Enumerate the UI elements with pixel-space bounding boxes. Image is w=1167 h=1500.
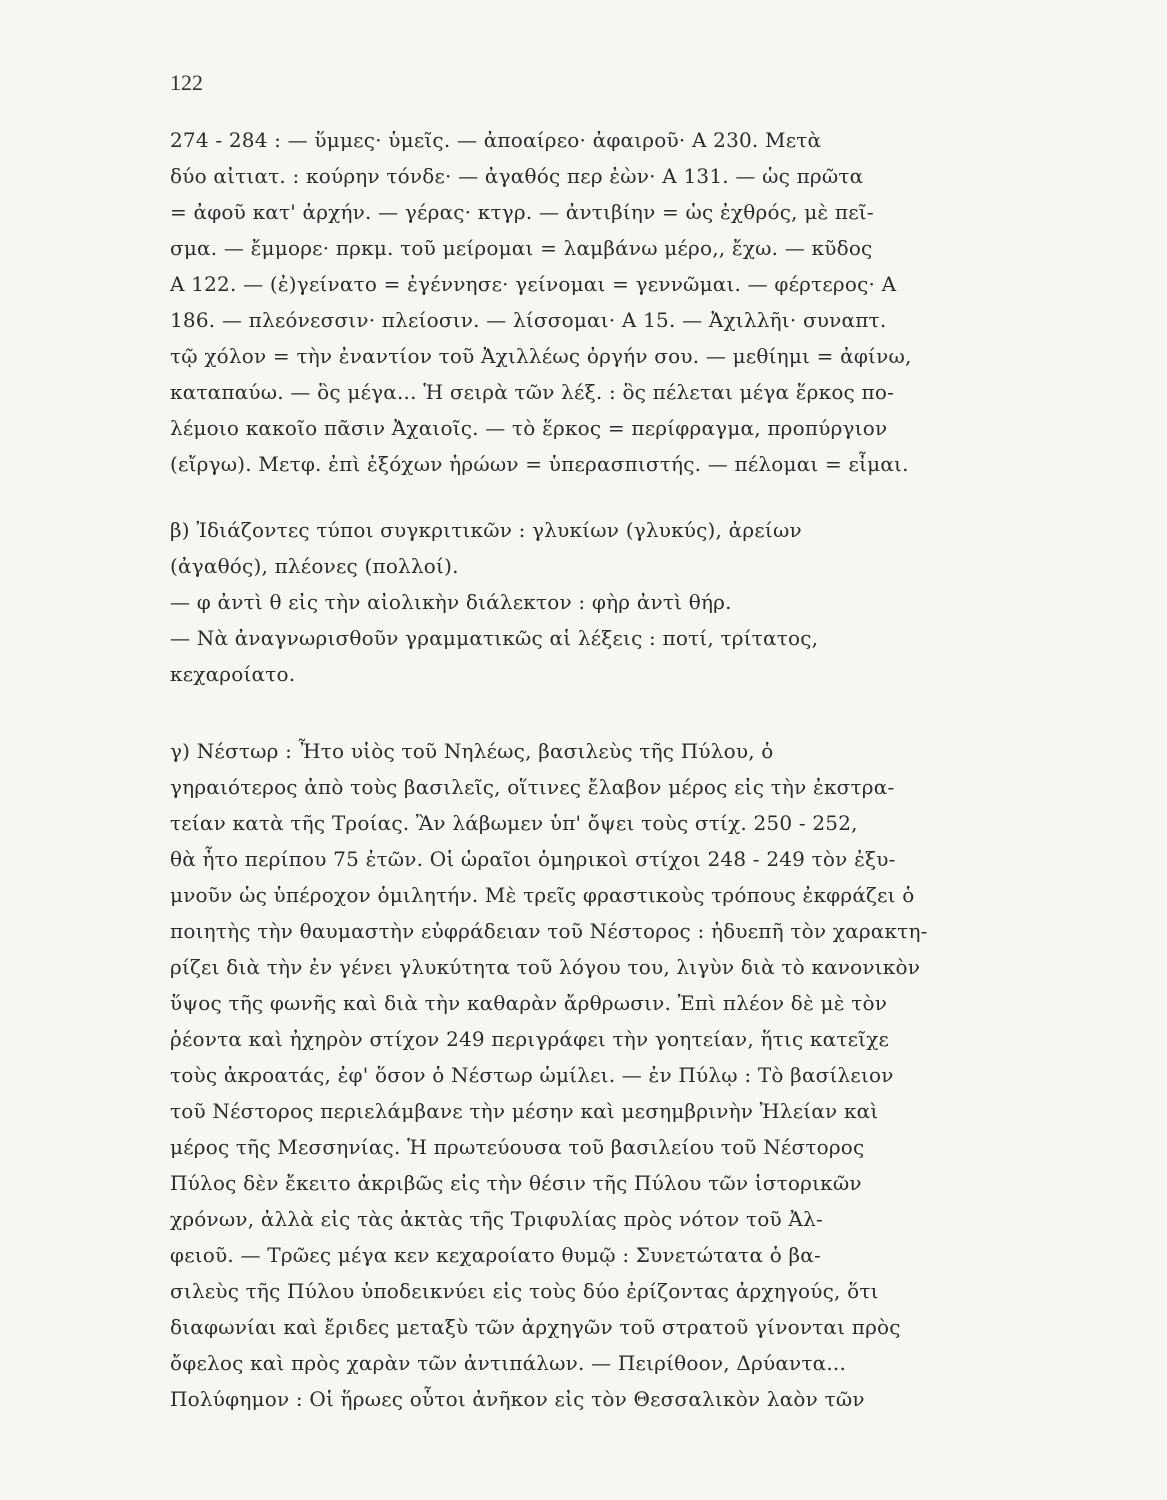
text-line: ὕψος τῆς φωνῆς καὶ διὰ τὴν καθαρὰν ἄρθρωσιν. Ἐπὶ πλέον δὲ μὲ τὸν bbox=[170, 991, 888, 1015]
text-line: φειοῦ. — Τρῶες μέγα κεν κεχαροίατο θυμῷ : Συνετώτατα ὁ βα- bbox=[170, 1243, 821, 1267]
text-line: Α 122. — (ἐ)γείνατο = ἐγέννησε· γείνομαι = γεννῶμαι. — φέρτερος· Α bbox=[170, 272, 897, 296]
text-line: — φ ἀντὶ θ εἰς τὴν αἰολικὴν διάλεκτον : φὴρ ἀντὶ θήρ. bbox=[170, 590, 732, 614]
text-line: θὰ ἦτο περίπου 75 ἐτῶν. Οἱ ὡραῖοι ὁμηρικοὶ στίχοι 248 - 249 τὸν ἐξυ- bbox=[170, 847, 896, 871]
text-line: ῥέοντα καὶ ἠχηρὸν στίχον 249 περιγράφει τὴν γοητείαν, ἥτις κατεῖχε bbox=[170, 1027, 890, 1051]
text-line: διαφωνίαι καὶ ἔριδες μεταξὺ τῶν ἀρχηγῶν τοῦ στρατοῦ γίνονται πρὸς bbox=[170, 1315, 901, 1339]
section-gamma-nestor bbox=[170, 733, 1020, 1417]
text-line: Πολύφημον : Οἱ ἥρωες οὗτοι ἀνῆκον εἰς τὸν Θεσσαλικὸν λαὸν τῶν bbox=[170, 1387, 865, 1411]
text-line: δύο αἰτιατ. : κούρην τόνδε· — ἀγαθός περ ἐὼν· Α 131. — ὡς πρῶτα bbox=[170, 164, 864, 188]
paragraph-nestor bbox=[170, 733, 1020, 1417]
text-line: 186. — πλεόνεσσιν· πλείοσιν. — λίσσομαι· Α 15. — Ἀχιλλῆι· συναπτ. bbox=[170, 308, 887, 332]
text-line: ρίζει διὰ τὴν ἐν γένει γλυκύτητα τοῦ λόγου του, λιγὺν διὰ τὸ κανονικὸν bbox=[170, 955, 921, 979]
text-line: β) Ἰδιάζοντες τύποι συγκριτικῶν : γλυκίων (γλυκύς), ἀρείων bbox=[170, 518, 802, 542]
text-line: 274 - 284 : — ὕμμες· ὑμεῖς. — ἀποαίρεο· ἀφαιροῦ· Α 230. Μετὰ bbox=[170, 128, 822, 152]
text-line: λέμοιο κακοῖο πᾶσιν Ἀχαιοῖς. — τὸ ἕρκος = περίφραγμα, προπύργιον bbox=[170, 416, 888, 440]
text-line: γηραιότερος ἀπὸ τοὺς βασιλεῖς, οἵτινες ἔλαβον μέρος εἰς τὴν ἐκστρα- bbox=[170, 775, 895, 799]
text-line: (ἀγαθός), πλέονες (πολλοί). bbox=[170, 554, 459, 578]
text-line: τῷ χόλον = τὴν ἐναντίον τοῦ Ἀχιλλέως ὀργήν σου. — μεθίημι = ἀφίνω, bbox=[170, 344, 912, 368]
text-line: σιλεὺς τῆς Πύλου ὑποδεικνύει εἰς τοὺς δύο ἐρίζοντας ἀρχηγούς, ὅτι bbox=[170, 1279, 879, 1303]
text-line: μέρος τῆς Μεσσηνίας. Ἡ πρωτεύουσα τοῦ βασιλείου τοῦ Νέστορος bbox=[170, 1135, 865, 1159]
text-line: μνοῦν ὡς ὑπέροχον ὁμιλητήν. Μὲ τρεῖς φραστικοὺς τρόπους ἐκφράζει ὁ bbox=[170, 883, 915, 907]
commentary-274-284 bbox=[170, 122, 1020, 482]
text-line: — Νὰ ἀναγνωρισθοῦν γραμματικῶς αἱ λέξεις : ποτί, τρίτατος, bbox=[170, 626, 819, 650]
text-line: κεχαροίατο. bbox=[170, 662, 296, 686]
text-line: χρόνων, ἀλλὰ εἰς τὰς ἀκτὰς τῆς Τριφυλίας πρὸς νότον τοῦ Ἀλ- bbox=[170, 1207, 823, 1231]
page-number: 122 bbox=[170, 70, 203, 95]
text-line: ποιητὴς τὴν θαυμαστὴν εὐφράδειαν τοῦ Νέστορος : ἡδυεπῆ τὸν χαρακτη- bbox=[170, 919, 928, 943]
text-line: Πύλος δὲν ἔκειτο ἀκριβῶς εἰς τὴν θέσιν τῆς Πύλου τῶν ἱστορικῶν bbox=[170, 1171, 862, 1195]
text-line: τοῦ Νέστορος περιελάμβανε τὴν μέσην καὶ μεσημβρινὴν Ἠλείαν καὶ bbox=[170, 1099, 879, 1123]
text-line: = ἀφοῦ κατ' ἀρχήν. — γέρας· κτγρ. — ἀντιβίην = ὡς ἐχθρός, μὲ πεῖ- bbox=[170, 200, 874, 224]
text-line: καταπαύω. — ὃς μέγα... Ἡ σειρὰ τῶν λέξ. : ὃς πέλεται μέγα ἕρκος πο- bbox=[170, 380, 895, 404]
paragraph-comparatives bbox=[170, 512, 1020, 692]
text-line: (εἴργω). Μετφ. ἐπὶ ἐξόχων ἡρώων = ὑπερασπιστής. — πέλομαι = εἶμαι. bbox=[170, 452, 909, 476]
text-line: γ) Νέστωρ : Ἦτο υἱὸς τοῦ Νηλέως, βασιλεὺς τῆς Πύλου, ὁ bbox=[170, 739, 774, 763]
section-beta bbox=[170, 512, 1020, 692]
text-line: σμα. — ἔμμορε· πρκμ. τοῦ μείρομαι = λαμβάνω μέρο,, ἔχω. — κῦδος bbox=[170, 236, 873, 260]
text-line: ὄφελος καὶ πρὸς χαρὰν τῶν ἀντιπάλων. — Πειρίθοον, Δρύαντα... bbox=[170, 1351, 847, 1375]
text-line: τοὺς ἀκροατάς, ἐφ' ὅσον ὁ Νέστωρ ὡμίλει. — ἐν Πύλῳ : Τὸ βασίλειον bbox=[170, 1063, 894, 1087]
text-line: τείαν κατὰ τῆς Τροίας. Ἂν λάβωμεν ὑπ' ὄψει τοὺς στίχ. 250 - 252, bbox=[170, 811, 858, 835]
paragraph bbox=[170, 122, 1020, 482]
